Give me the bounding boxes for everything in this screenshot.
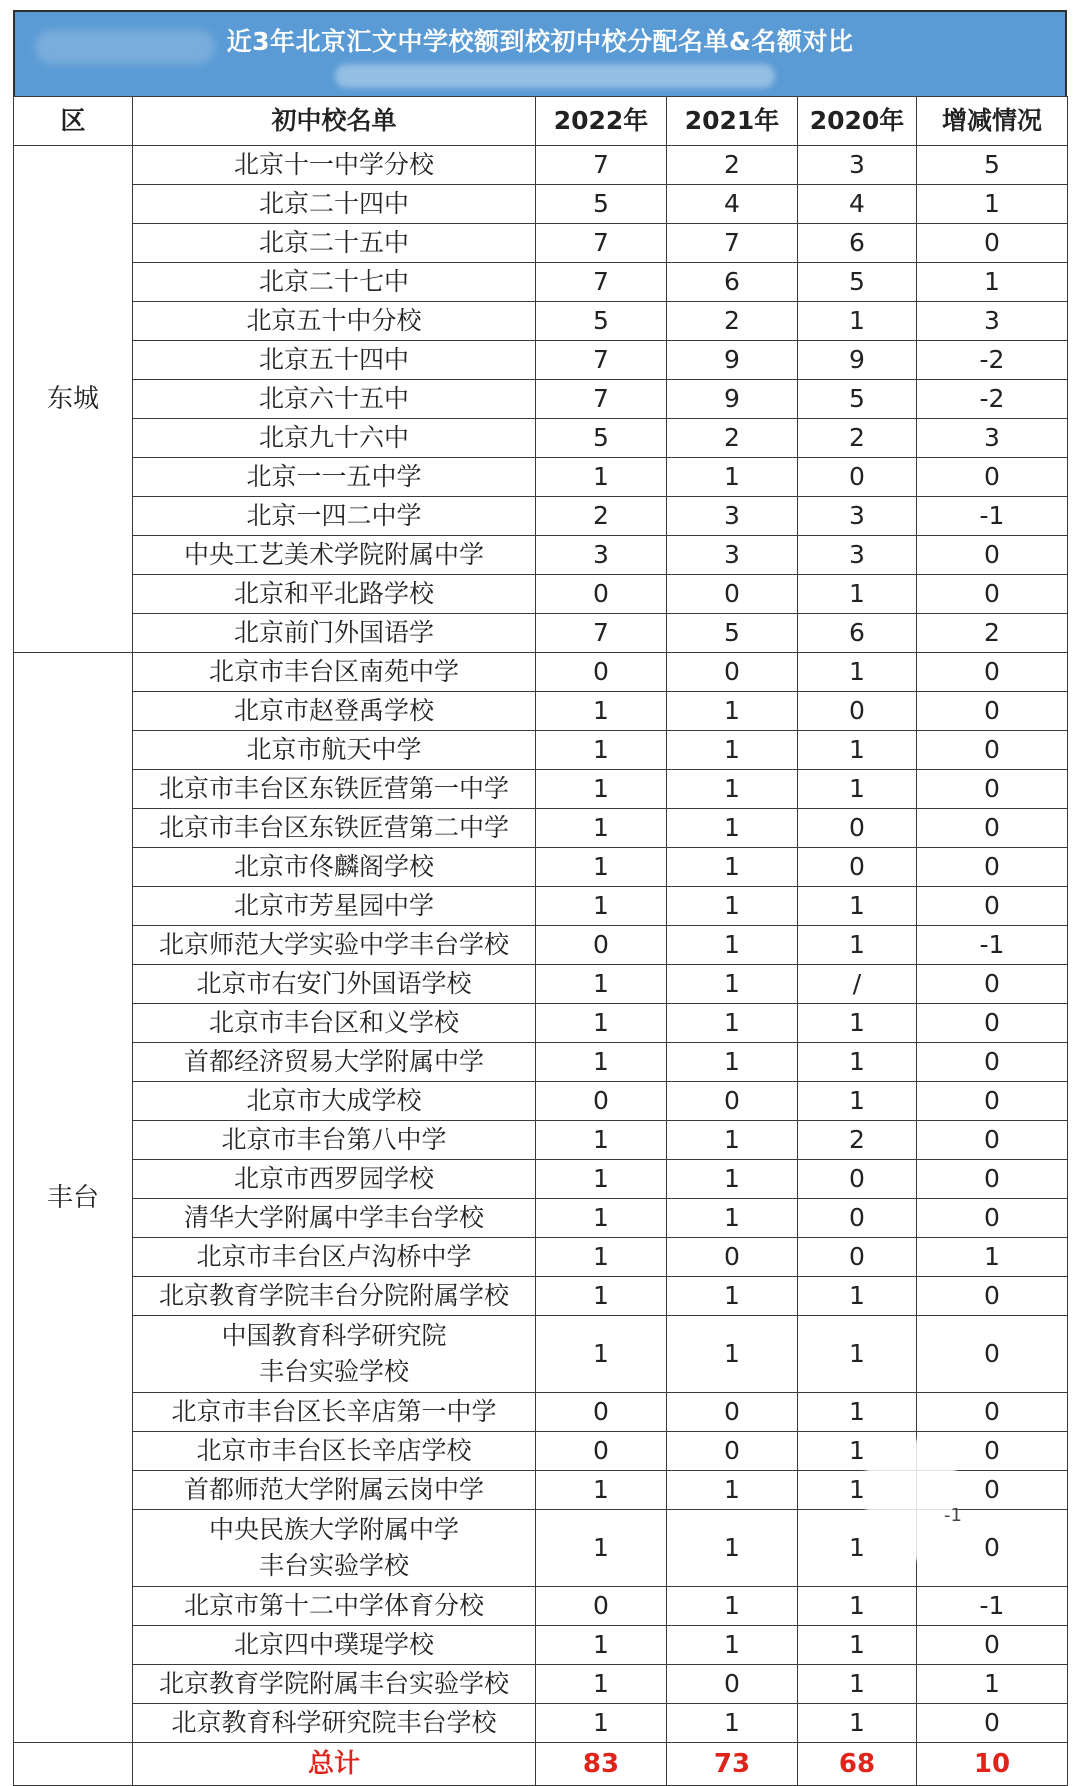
value-2021-cell: 1 [667, 1510, 798, 1587]
school-name-cell: 北京市赵登禹学校 [133, 692, 536, 731]
change-cell: 0 [917, 458, 1068, 497]
table-row [14, 575, 1068, 614]
header-2022: 2022年 [536, 97, 667, 146]
value-2021-cell: 1 [667, 1471, 798, 1510]
header-row [14, 97, 1068, 146]
table-row [14, 419, 1068, 458]
value-2022-cell: 1 [536, 1199, 667, 1238]
school-name-cell: 北京市航天中学 [133, 731, 536, 770]
value-2022-cell: 7 [536, 224, 667, 263]
table-row [14, 848, 1068, 887]
value-2021-cell: 0 [667, 1432, 798, 1471]
total-empty-cell [14, 1743, 133, 1786]
total-label: 总计 [133, 1743, 536, 1786]
table-row [14, 887, 1068, 926]
change-cell: 0 [917, 848, 1068, 887]
value-2021-cell: 1 [667, 1316, 798, 1393]
change-cell: -1 [917, 497, 1068, 536]
value-2022-cell: 1 [536, 731, 667, 770]
school-name-cell [133, 1510, 536, 1587]
change-cell: 0 [917, 770, 1068, 809]
school-name-cell: 北京市佟麟阁学校 [133, 848, 536, 887]
value-2022-cell: 1 [536, 1626, 667, 1665]
school-name-cell: 中央工艺美术学院附属中学 [133, 536, 536, 575]
value-2020-cell: 1 [798, 1043, 917, 1082]
value-2021-cell: 0 [667, 1393, 798, 1432]
value-2020-cell: 1 [798, 1432, 917, 1471]
value-2021-cell: 1 [667, 1121, 798, 1160]
total-row [14, 1743, 1068, 1786]
school-name-cell: 清华大学附属中学丰台学校 [133, 1199, 536, 1238]
value-2020-cell: 0 [798, 458, 917, 497]
value-2020-cell: 3 [798, 536, 917, 575]
table-row [14, 731, 1068, 770]
value-2022-cell: 2 [536, 497, 667, 536]
value-2021-cell: 2 [667, 146, 798, 185]
change-cell: 0 [917, 692, 1068, 731]
value-2021-cell: 1 [667, 965, 798, 1004]
school-name-cell: 北京四中璞瑅学校 [133, 1626, 536, 1665]
value-2021-cell: 1 [667, 1199, 798, 1238]
value-2020-cell: 2 [798, 1121, 917, 1160]
change-cell: 0 [917, 965, 1068, 1004]
school-name-cell: 北京十一中学分校 [133, 146, 536, 185]
school-name-cell: 北京一一五中学 [133, 458, 536, 497]
value-2022-cell: 1 [536, 965, 667, 1004]
school-name-cell: 北京五十中分校 [133, 302, 536, 341]
change-cell: -1 [917, 926, 1068, 965]
value-2020-cell: 1 [798, 887, 917, 926]
school-name-cell: 北京前门外国语学 [133, 614, 536, 653]
change-cell: 0 [917, 224, 1068, 263]
school-name-cell: 北京市丰台区长辛店第一中学 [133, 1393, 536, 1432]
value-2022-cell: 1 [536, 1316, 667, 1393]
school-name-cell: 北京市丰台区和义学校 [133, 1004, 536, 1043]
school-name-cell: 北京二十五中 [133, 224, 536, 263]
value-2020-cell: 1 [798, 926, 917, 965]
table-row [14, 146, 1068, 185]
value-2021-cell: 1 [667, 848, 798, 887]
value-2020-cell: 3 [798, 146, 917, 185]
table-row [14, 1004, 1068, 1043]
table-row [14, 185, 1068, 224]
value-2021-cell: 2 [667, 419, 798, 458]
change-cell: 3 [917, 302, 1068, 341]
value-2022-cell: 1 [536, 692, 667, 731]
table-row [14, 1238, 1068, 1277]
value-2022-cell: 0 [536, 926, 667, 965]
school-name-cell: 首都师范大学附属云岗中学 [133, 1471, 536, 1510]
value-2020-cell: 3 [798, 497, 917, 536]
value-2021-cell: 1 [667, 1160, 798, 1199]
change-cell: 1 [917, 185, 1068, 224]
school-name-cell: 北京市丰台区卢沟桥中学 [133, 1238, 536, 1277]
district-cell: 东城 [14, 146, 133, 653]
table-row [14, 1587, 1068, 1626]
change-cell: 0 [917, 653, 1068, 692]
value-2021-cell: 1 [667, 770, 798, 809]
value-2020-cell: 1 [798, 1316, 917, 1393]
value-2020-cell: / [798, 965, 917, 1004]
value-2022-cell: 3 [536, 536, 667, 575]
table-row [14, 614, 1068, 653]
header-change: 增减情况 [917, 97, 1068, 146]
value-2022-cell: 0 [536, 1432, 667, 1471]
change-cell: 0 [917, 1432, 1068, 1471]
school-name-cell: 首都经济贸易大学附属中学 [133, 1043, 536, 1082]
table-row [14, 809, 1068, 848]
table-row [14, 653, 1068, 692]
change-cell: 2 [917, 614, 1068, 653]
school-name-cell: 北京五十四中 [133, 341, 536, 380]
change-cell: 0 [917, 887, 1068, 926]
value-2022-cell: 1 [536, 770, 667, 809]
value-2021-cell: 1 [667, 1587, 798, 1626]
value-2021-cell: 7 [667, 224, 798, 263]
value-2022-cell: 5 [536, 185, 667, 224]
value-2022-cell: 1 [536, 1004, 667, 1043]
value-2020-cell: 1 [798, 575, 917, 614]
value-2020-cell: 1 [798, 302, 917, 341]
value-2021-cell: 1 [667, 1277, 798, 1316]
change-cell: 0 [917, 1043, 1068, 1082]
change-cell: 0 [917, 1626, 1068, 1665]
value-2020-cell: 0 [798, 809, 917, 848]
change-cell: 0 [917, 1704, 1068, 1743]
value-2020-cell: 1 [798, 1393, 917, 1432]
value-2020-cell: 5 [798, 263, 917, 302]
value-2020-cell: 1 [798, 1704, 917, 1743]
value-2022-cell: 1 [536, 1277, 667, 1316]
table-row [14, 1704, 1068, 1743]
value-2022-cell: 1 [536, 887, 667, 926]
value-2022-cell: 7 [536, 146, 667, 185]
value-2021-cell: 1 [667, 809, 798, 848]
change-cell: 0 [917, 1393, 1068, 1432]
table-row [14, 1316, 1068, 1393]
value-2022-cell: 7 [536, 614, 667, 653]
table-row [14, 380, 1068, 419]
value-2021-cell: 1 [667, 1626, 798, 1665]
value-2021-cell: 1 [667, 1043, 798, 1082]
school-name-cell: 北京市丰台区东铁匠营第一中学 [133, 770, 536, 809]
value-2021-cell: 1 [667, 458, 798, 497]
district-cell: 丰台 [14, 653, 133, 1743]
value-2022-cell: 1 [536, 1665, 667, 1704]
value-2021-cell: 0 [667, 653, 798, 692]
value-2021-cell: 1 [667, 1704, 798, 1743]
change-cell: 1 [917, 1665, 1068, 1704]
table-row [14, 926, 1068, 965]
table-row [14, 1277, 1068, 1316]
value-2022-cell: 7 [536, 263, 667, 302]
value-2021-cell: 6 [667, 263, 798, 302]
value-2022-cell: 1 [536, 1704, 667, 1743]
value-2022-cell: 1 [536, 1238, 667, 1277]
value-2020-cell: 1 [798, 1277, 917, 1316]
value-2020-cell: 1 [798, 1626, 917, 1665]
table-row [14, 458, 1068, 497]
value-2022-cell: 0 [536, 1393, 667, 1432]
table-row [14, 1393, 1068, 1432]
value-2022-cell: 1 [536, 458, 667, 497]
school-name-cell: 北京教育学院丰台分院附属学校 [133, 1277, 536, 1316]
change-cell: 1 [917, 1238, 1068, 1277]
watermark-blur [335, 64, 775, 88]
value-2020-cell: 6 [798, 224, 917, 263]
value-2022-cell: 1 [536, 848, 667, 887]
school-name-cell [133, 1316, 536, 1393]
title-bar [13, 10, 1067, 96]
value-2020-cell: 9 [798, 341, 917, 380]
value-2021-cell: 3 [667, 497, 798, 536]
school-name-cell: 北京市西罗园学校 [133, 1160, 536, 1199]
value-2022-cell: 7 [536, 380, 667, 419]
change-cell: 0 [917, 731, 1068, 770]
table-row [14, 1665, 1068, 1704]
change-cell: 0 [917, 1510, 1068, 1587]
school-name-line: 丰台实验学校 [258, 1357, 409, 1386]
table-row [14, 1626, 1068, 1665]
value-2020-cell: 5 [798, 380, 917, 419]
value-2020-cell: 1 [798, 1510, 917, 1587]
school-name-cell: 北京六十五中 [133, 380, 536, 419]
school-name-line: 丰台实验学校 [258, 1551, 409, 1580]
value-2022-cell: 5 [536, 302, 667, 341]
table-row [14, 497, 1068, 536]
change-cell: 0 [917, 809, 1068, 848]
school-name-cell: 北京市丰台第八中学 [133, 1121, 536, 1160]
value-2022-cell: 1 [536, 1471, 667, 1510]
school-name-cell: 北京市丰台区长辛店学校 [133, 1432, 536, 1471]
value-2022-cell: 0 [536, 1587, 667, 1626]
scribble-mark: -1 [944, 1505, 962, 1526]
header-2020: 2020年 [798, 97, 917, 146]
value-2021-cell: 2 [667, 302, 798, 341]
school-name-cell: 北京市芳星园中学 [133, 887, 536, 926]
school-name-cell: 北京一四二中学 [133, 497, 536, 536]
table-row [14, 1199, 1068, 1238]
table-row [14, 302, 1068, 341]
value-2021-cell: 0 [667, 1238, 798, 1277]
table-row [14, 1043, 1068, 1082]
value-2021-cell: 9 [667, 380, 798, 419]
school-name-cell: 北京市丰台区南苑中学 [133, 653, 536, 692]
header-district: 区 [14, 97, 133, 146]
value-2021-cell: 1 [667, 926, 798, 965]
value-2020-cell: 1 [798, 770, 917, 809]
total-2022: 83 [536, 1743, 667, 1786]
value-2020-cell: 1 [798, 1665, 917, 1704]
value-2021-cell: 0 [667, 575, 798, 614]
table-row [14, 965, 1068, 1004]
change-cell: 0 [917, 1121, 1068, 1160]
change-cell: 0 [917, 536, 1068, 575]
table-row [14, 536, 1068, 575]
value-2020-cell: 0 [798, 1199, 917, 1238]
value-2020-cell: 1 [798, 1082, 917, 1121]
table-title: 近3年北京汇文中学校额到校初中校分配名单&名额对比 [226, 27, 854, 56]
total-2020: 68 [798, 1743, 917, 1786]
value-2021-cell: 1 [667, 1004, 798, 1043]
value-2021-cell: 4 [667, 185, 798, 224]
change-cell: 0 [917, 1199, 1068, 1238]
value-2022-cell: 7 [536, 341, 667, 380]
value-2022-cell: 0 [536, 1082, 667, 1121]
table-row [14, 224, 1068, 263]
table-row [14, 1121, 1068, 1160]
table-row [14, 341, 1068, 380]
table-row [14, 1082, 1068, 1121]
school-name-cell: 北京教育学院附属丰台实验学校 [133, 1665, 536, 1704]
value-2020-cell: 1 [798, 1587, 917, 1626]
change-cell: 0 [917, 1004, 1068, 1043]
value-2022-cell: 1 [536, 1160, 667, 1199]
value-2021-cell: 0 [667, 1665, 798, 1704]
value-2020-cell: 1 [798, 1004, 917, 1043]
value-2021-cell: 5 [667, 614, 798, 653]
table-row [14, 263, 1068, 302]
school-name-cell: 北京和平北路学校 [133, 575, 536, 614]
change-cell: 1 [917, 263, 1068, 302]
change-cell: -2 [917, 380, 1068, 419]
value-2020-cell: 1 [798, 653, 917, 692]
change-cell: 3 [917, 419, 1068, 458]
value-2020-cell: 1 [798, 1471, 917, 1510]
value-2021-cell: 9 [667, 341, 798, 380]
total-2021: 73 [667, 1743, 798, 1786]
value-2022-cell: 0 [536, 653, 667, 692]
school-name-cell: 北京二十七中 [133, 263, 536, 302]
value-2022-cell: 1 [536, 809, 667, 848]
school-name-cell: 北京教育科学研究院丰台学校 [133, 1704, 536, 1743]
value-2021-cell: 1 [667, 692, 798, 731]
value-2021-cell: 1 [667, 887, 798, 926]
value-2020-cell: 4 [798, 185, 917, 224]
school-name-cell: 北京九十六中 [133, 419, 536, 458]
value-2022-cell: 1 [536, 1510, 667, 1587]
table-row [14, 770, 1068, 809]
value-2020-cell: 0 [798, 848, 917, 887]
value-2020-cell: 6 [798, 614, 917, 653]
school-name-cell: 北京二十四中 [133, 185, 536, 224]
change-cell: 0 [917, 575, 1068, 614]
change-cell: 0 [917, 1316, 1068, 1393]
value-2021-cell: 0 [667, 1082, 798, 1121]
change-cell: -2 [917, 341, 1068, 380]
value-2020-cell: 2 [798, 419, 917, 458]
scribble-smudge [866, 1440, 956, 1560]
header-school-list: 初中校名单 [133, 97, 536, 146]
value-2021-cell: 3 [667, 536, 798, 575]
change-cell: -1 [917, 1587, 1068, 1626]
total-change: 10 [917, 1743, 1068, 1786]
change-cell: 0 [917, 1471, 1068, 1510]
school-name-line: 中国教育科学研究院 [221, 1321, 447, 1350]
table-row [14, 1160, 1068, 1199]
value-2022-cell: 1 [536, 1043, 667, 1082]
value-2020-cell: 1 [798, 731, 917, 770]
school-name-cell: 北京市丰台区东铁匠营第二中学 [133, 809, 536, 848]
table-row [14, 692, 1068, 731]
value-2020-cell: 0 [798, 692, 917, 731]
value-2021-cell: 1 [667, 731, 798, 770]
school-name-line: 中央民族大学附属中学 [208, 1515, 459, 1544]
change-cell: 0 [917, 1082, 1068, 1121]
value-2022-cell: 1 [536, 1121, 667, 1160]
school-name-cell: 北京市右安门外国语学校 [133, 965, 536, 1004]
change-cell: 0 [917, 1160, 1068, 1199]
value-2020-cell: 0 [798, 1238, 917, 1277]
value-2022-cell: 0 [536, 575, 667, 614]
school-name-cell: 北京市大成学校 [133, 1082, 536, 1121]
header-2021: 2021年 [667, 97, 798, 146]
change-cell: 0 [917, 1277, 1068, 1316]
value-2022-cell: 5 [536, 419, 667, 458]
value-2020-cell: 0 [798, 1160, 917, 1199]
school-name-cell: 北京师范大学实验中学丰台学校 [133, 926, 536, 965]
change-cell: 5 [917, 146, 1068, 185]
school-name-cell: 北京市第十二中学体育分校 [133, 1587, 536, 1626]
